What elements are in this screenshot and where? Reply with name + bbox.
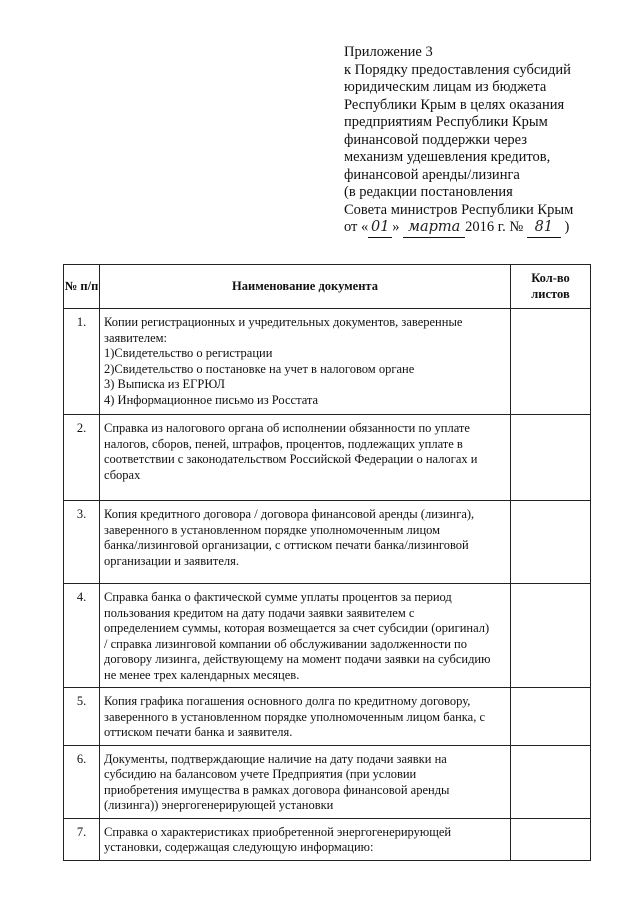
row-name bbox=[100, 745, 511, 818]
table-header-row bbox=[64, 265, 591, 309]
row-line: организации и заявителя. bbox=[104, 553, 239, 568]
row-line: сборах bbox=[104, 467, 141, 482]
row-line: субсидию на балансовом учете Предприятия (при условии bbox=[104, 767, 417, 781]
row-line: приобретения имущества в рамках договора финансовой аренды bbox=[104, 782, 450, 797]
year-number-label: 2016 г. № bbox=[465, 219, 524, 235]
row-line: заверенного в установленном порядке уполномоченным лицом bbox=[104, 522, 441, 537]
appendix-line: (в редакции постановления bbox=[344, 184, 513, 200]
row-line: 3) Выписка из ЕГРЮЛ bbox=[104, 377, 226, 391]
row-name bbox=[100, 818, 511, 860]
row-qty bbox=[511, 584, 591, 688]
row-qty bbox=[511, 818, 591, 860]
appendix-line: Совета министров Республики Крым bbox=[344, 201, 574, 218]
row-line: установки, содержащая следующую информацию: bbox=[104, 840, 374, 854]
row-line: (лизинга)) энергогенерирующей установки bbox=[104, 798, 334, 812]
row-name bbox=[100, 415, 511, 501]
row-line: Документы, подтверждающие наличие на дату подачи заявки на bbox=[104, 751, 447, 766]
row-num: 2. bbox=[64, 415, 100, 501]
header-num: № п/п bbox=[64, 265, 100, 309]
appendix-line: финансовой аренды/лизинга bbox=[344, 166, 520, 183]
table-row bbox=[64, 584, 591, 688]
row-num: 7. bbox=[64, 818, 100, 860]
resolution-date-line bbox=[344, 219, 640, 238]
row-num: 5. bbox=[64, 688, 100, 746]
row-qty bbox=[511, 415, 591, 501]
appendix-header bbox=[344, 44, 640, 238]
appendix-line: Республики Крым в целях оказания bbox=[344, 96, 565, 113]
appendix-line: предприятиям Республики Крым bbox=[344, 114, 548, 130]
row-line: соответствии с законодательством Российской Федерации о налогах и bbox=[104, 452, 478, 466]
row-line: заявителем: bbox=[104, 330, 168, 345]
row-line: Справка из налогового органа об исполнении обязанности по уплате bbox=[104, 421, 470, 435]
row-qty bbox=[511, 501, 591, 584]
table-row bbox=[64, 818, 591, 860]
row-line: пользования кредитом на дату подачи заявки заявителем с bbox=[104, 605, 415, 620]
row-line: Справка о характеристиках приобретенной энергогенерирующей bbox=[104, 824, 452, 839]
row-line: налогов, сборов, пеней, штрафов, процентов, подлежащих уплате в bbox=[104, 436, 463, 451]
row-name bbox=[100, 309, 511, 415]
date-prefix: от « bbox=[344, 219, 369, 235]
row-line: 1)Свидетельство о регистрации bbox=[104, 346, 273, 360]
quote-close: » bbox=[392, 219, 400, 235]
row-qty bbox=[511, 745, 591, 818]
appendix-line: к Порядку предоставления субсидий bbox=[344, 61, 571, 78]
row-line: договору лизинга, действующему на момент подачи заявки на субсидию bbox=[104, 652, 491, 666]
row-num: 6. bbox=[64, 745, 100, 818]
appendix-line: финансовой поддержки через bbox=[344, 131, 527, 148]
row-line: Справка банка о фактической сумме уплаты процентов за период bbox=[104, 590, 452, 604]
row-line: не менее трех календарных месяцев. bbox=[104, 667, 300, 682]
table-row bbox=[64, 415, 591, 501]
row-num: 1. bbox=[64, 309, 100, 415]
table-row bbox=[64, 688, 591, 746]
row-line: Копия кредитного договора / договора финансовой аренды (лизинга), bbox=[104, 507, 475, 521]
row-line: / справка лизинговой компании об обслуживании задолженности по bbox=[104, 636, 467, 651]
row-name bbox=[100, 584, 511, 688]
row-line: заверенного в установленном порядке уполномоченным лицом банка, с bbox=[104, 709, 486, 724]
row-line: Копии регистрационных и учредительных документов, заверенные bbox=[104, 315, 463, 329]
handwritten-day: 01 bbox=[368, 219, 392, 238]
row-name bbox=[100, 688, 511, 746]
row-line: Копия графика погашения основного долга по кредитному договору, bbox=[104, 694, 471, 708]
table-row bbox=[64, 309, 591, 415]
documents-table bbox=[63, 264, 591, 861]
row-line: 2)Свидетельство о постановке на учет в налоговом органе bbox=[104, 361, 415, 376]
row-qty bbox=[511, 688, 591, 746]
row-line: определением суммы, которая возмещается за счет субсидии (оригинал) bbox=[104, 621, 490, 635]
row-num: 4. bbox=[64, 584, 100, 688]
handwritten-number: 81 bbox=[527, 219, 561, 238]
table-row bbox=[64, 745, 591, 818]
header-qty: Кол-во листов bbox=[511, 265, 591, 309]
row-name bbox=[100, 501, 511, 584]
row-line: 4) Информационное письмо из Росстата bbox=[104, 392, 319, 407]
row-qty bbox=[511, 309, 591, 415]
handwritten-month: марта bbox=[403, 219, 465, 238]
row-num: 3. bbox=[64, 501, 100, 584]
appendix-line: Приложение 3 bbox=[344, 44, 433, 60]
appendix-line: юридическим лицам из бюджета bbox=[344, 79, 547, 95]
paren-close: ) bbox=[564, 219, 570, 235]
header-name: Наименование документа bbox=[100, 265, 511, 309]
row-line: оттиском печати банка и заявителя. bbox=[104, 725, 293, 739]
row-line: банка/лизинговой организации, с оттиском печати банка/лизинговой bbox=[104, 538, 469, 552]
appendix-line: механизм удешевления кредитов, bbox=[344, 149, 551, 165]
table-row bbox=[64, 501, 591, 584]
